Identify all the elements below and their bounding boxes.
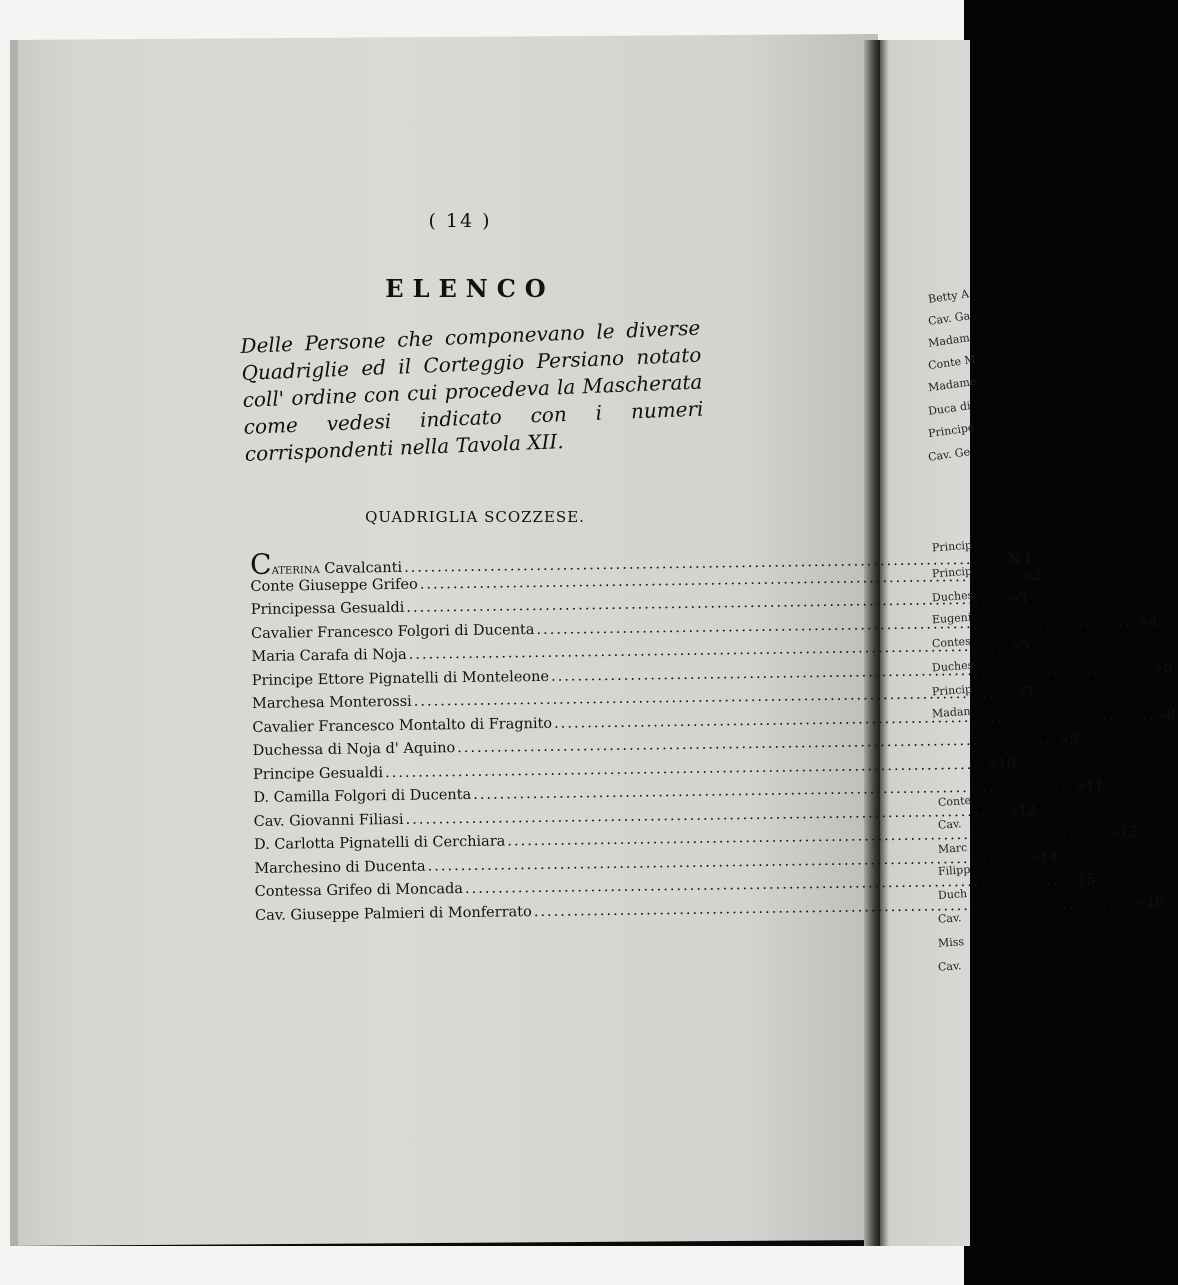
right-page-fragment: Duches [931,658,974,675]
right-page-fragment: Marc [937,840,968,857]
section-heading: QUADRIGLIA SCOZZESE. [365,508,585,526]
entry-name: Marchesa Monterossi [251,693,412,712]
right-page-fragment: Princip [931,538,973,555]
page-title: ELENCO [385,274,555,303]
entry-mark: » [1076,778,1086,795]
right-page-fragment: Filipp [937,862,971,879]
entry-number: 14 [1039,849,1059,866]
right-page-fragment: Duches [931,588,974,605]
right-page-fragment: Duca di [927,399,972,418]
entry-mark: » [1017,685,1027,702]
entry-number: 9 [1069,731,1079,748]
entry-name: Cav. Giuseppe Palmieri di Monferrato [254,903,532,924]
right-page-fragment: Conte [937,793,972,810]
right-page-fragment: Cav. [937,959,962,974]
right-page-fragment: Cav. Ge [927,445,971,464]
right-page-fragment: Princip [931,564,973,581]
entry-name: Maria Carafa di Noja [251,646,407,665]
right-page-fragment: Principe [927,420,976,441]
right-page-fragment: Conte M [927,352,977,373]
entry-mark: » [1157,706,1167,723]
entry-number: 6 [1163,659,1173,676]
entry-number: 2 [1031,567,1042,584]
intro-paragraph: Delle Persone che componevano le diverse Quadriglie ed il Corteggio Persiano notato coll' ordine con cui procedeva la Mascherata come vedesi indicato con i numeri corrispondenti nella Tavola XII. [240,315,704,466]
entry-mark: » [1139,612,1149,630]
right-page-fragment: Cav. [937,817,962,832]
entry-mark: » [1023,567,1033,584]
entry-number: 5 [1020,638,1031,655]
entry-name: Conte Giuseppe Grifeo [250,576,418,595]
entry-mark: » [1030,849,1040,866]
entry-number: 11 [1085,778,1104,795]
entry-name: Principe Ettore Pignatelli di Monteleone [251,668,550,689]
right-page-fragment: Cav. [937,911,962,926]
right-page-fragment: Cav. Ga [927,309,971,328]
entry-mark: » [1068,872,1078,889]
entry-mark: » [988,756,998,773]
entry-name: Marchesino di Ducenta [254,858,426,877]
entry-number: 8 [1166,706,1176,723]
entry-name: Cavalier Francesco Folgori di Ducenta [250,621,535,642]
entry-mark: » [1154,659,1164,676]
entry-name: Cav. Giovanni Filiasi [253,811,404,830]
entry-name: D. Carlotta Pignatelli di Cerchiara [253,833,506,853]
entry-number: 4 [1148,612,1159,629]
entry-name: Contessa Grifeo di Moncada [254,881,464,900]
entry-mark: » [1060,731,1070,748]
entry-name: Cavalier Francesco Montalto di Fragnito [252,715,553,736]
right-page-fragment: Betty A [927,287,970,306]
right-page-fragment: Contes [931,634,972,651]
page-number: ( 14 ) [428,210,492,232]
right-page-fragment: Miss [937,935,965,950]
entry-mark: » [1012,638,1022,655]
right-page-fragment: Madan [931,704,971,721]
entry-name: D. Camilla Folgori di Ducenta [253,786,472,806]
entry-number: 1 [1023,551,1034,568]
entry-number: 15 [1077,872,1096,889]
entry-number: 16 [1145,894,1165,912]
entry-name: Duchessa di Noja d' Aquino [252,740,456,759]
right-page-fragment: Eugeni [931,610,972,627]
entry-mark: » [1110,824,1120,842]
right-page-fragment: Duch [937,886,968,903]
right-page-fragment: Madam [927,331,971,350]
entry-mark: » [1137,895,1147,912]
entry-name: Principe Gesualdi [252,764,384,783]
entry-mark: » [1008,802,1018,819]
entry-number: 13 [1119,824,1139,841]
entry-mark: N. [1007,551,1025,568]
entry-number: 7 [1025,685,1036,702]
entry-number: 3 [1018,591,1028,608]
entry-mark: » [1009,591,1019,608]
entry-name: Caterina Cavalcanti [249,547,403,581]
entry-number: 10 [997,755,1016,773]
right-page-fragment: Princip [931,682,973,699]
entry-name: Principessa Gesualdi [250,599,405,618]
right-page-fragment: Madame [927,374,978,395]
entry-number: 12 [1017,802,1037,819]
